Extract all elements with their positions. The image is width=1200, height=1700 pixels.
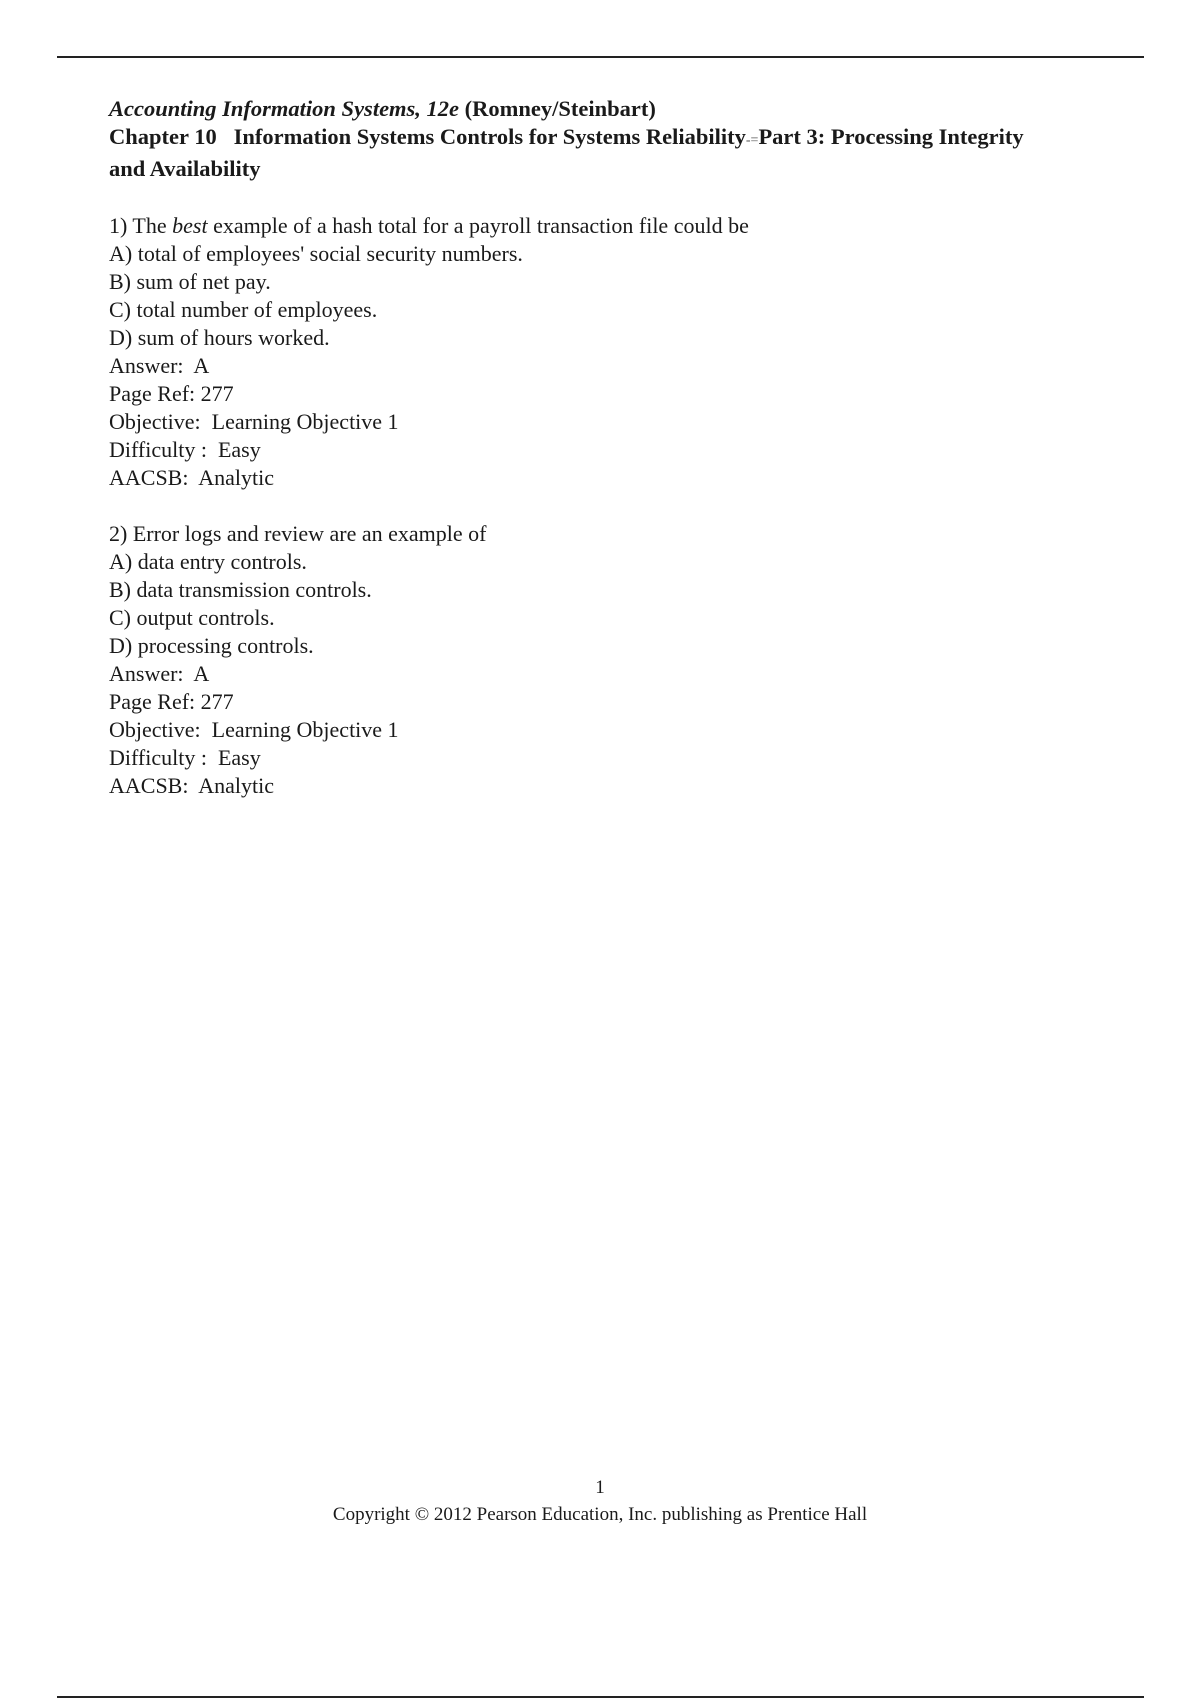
book-title: Accounting Information Systems, 12e	[109, 96, 460, 121]
aacsb: AACSB: Analytic	[109, 465, 275, 490]
aacsb: AACSB: Analytic	[109, 773, 275, 798]
top-rule	[57, 56, 1144, 58]
question-stem: 2) Error logs and review are an example of	[109, 521, 487, 546]
option-d: D) sum of hours worked.	[109, 325, 330, 350]
option-b: B) data transmission controls.	[109, 577, 372, 602]
option-c: C) output controls.	[109, 605, 275, 630]
page-ref: Page Ref: 277	[109, 381, 234, 406]
question-stem	[109, 212, 1109, 240]
chapter-title-line-2: and Availability	[109, 156, 261, 181]
stem-suffix: example of a hash total for a payroll transaction file could be	[207, 213, 749, 238]
copyright-notice: Copyright © 2012 Pearson Education, Inc. publishing as Prentice Hall	[332, 1504, 868, 1525]
objective: Objective: Learning Objective 1	[109, 717, 399, 742]
bottom-rule	[57, 1696, 1144, 1698]
question-1	[109, 212, 1109, 492]
difficulty: Difficulty : Easy	[109, 745, 261, 770]
book-authors: (Romney/Steinbart)	[464, 96, 656, 121]
stem-emphasis: best	[172, 213, 208, 238]
objective: Objective: Learning Objective 1	[109, 409, 399, 434]
book-title-line	[109, 95, 1109, 123]
chapter-title-part-2: Part 3: Processing Integrity	[758, 124, 1024, 149]
difficulty: Difficulty : Easy	[109, 437, 261, 462]
page-content	[109, 95, 1109, 800]
option-a: A) total of employees' social security numbers.	[109, 241, 523, 266]
option-b: B) sum of net pay.	[109, 269, 271, 294]
page-ref: Page Ref: 277	[109, 689, 234, 714]
title-separator: -=	[745, 133, 759, 148]
stem-prefix: 1) The	[109, 213, 173, 238]
option-d: D) processing controls.	[109, 633, 314, 658]
answer: Answer: A	[109, 353, 210, 378]
question-2	[109, 520, 1109, 800]
option-c: C) total number of employees.	[109, 297, 378, 322]
document-header	[109, 95, 1109, 183]
answer: Answer: A	[109, 661, 210, 686]
page-number: 1	[595, 1477, 605, 1498]
chapter-title-line-1	[109, 123, 1109, 155]
option-a: A) data entry controls.	[109, 549, 307, 574]
chapter-title-part-1: Chapter 10 Information Systems Controls for Systems Reliability	[109, 124, 746, 149]
